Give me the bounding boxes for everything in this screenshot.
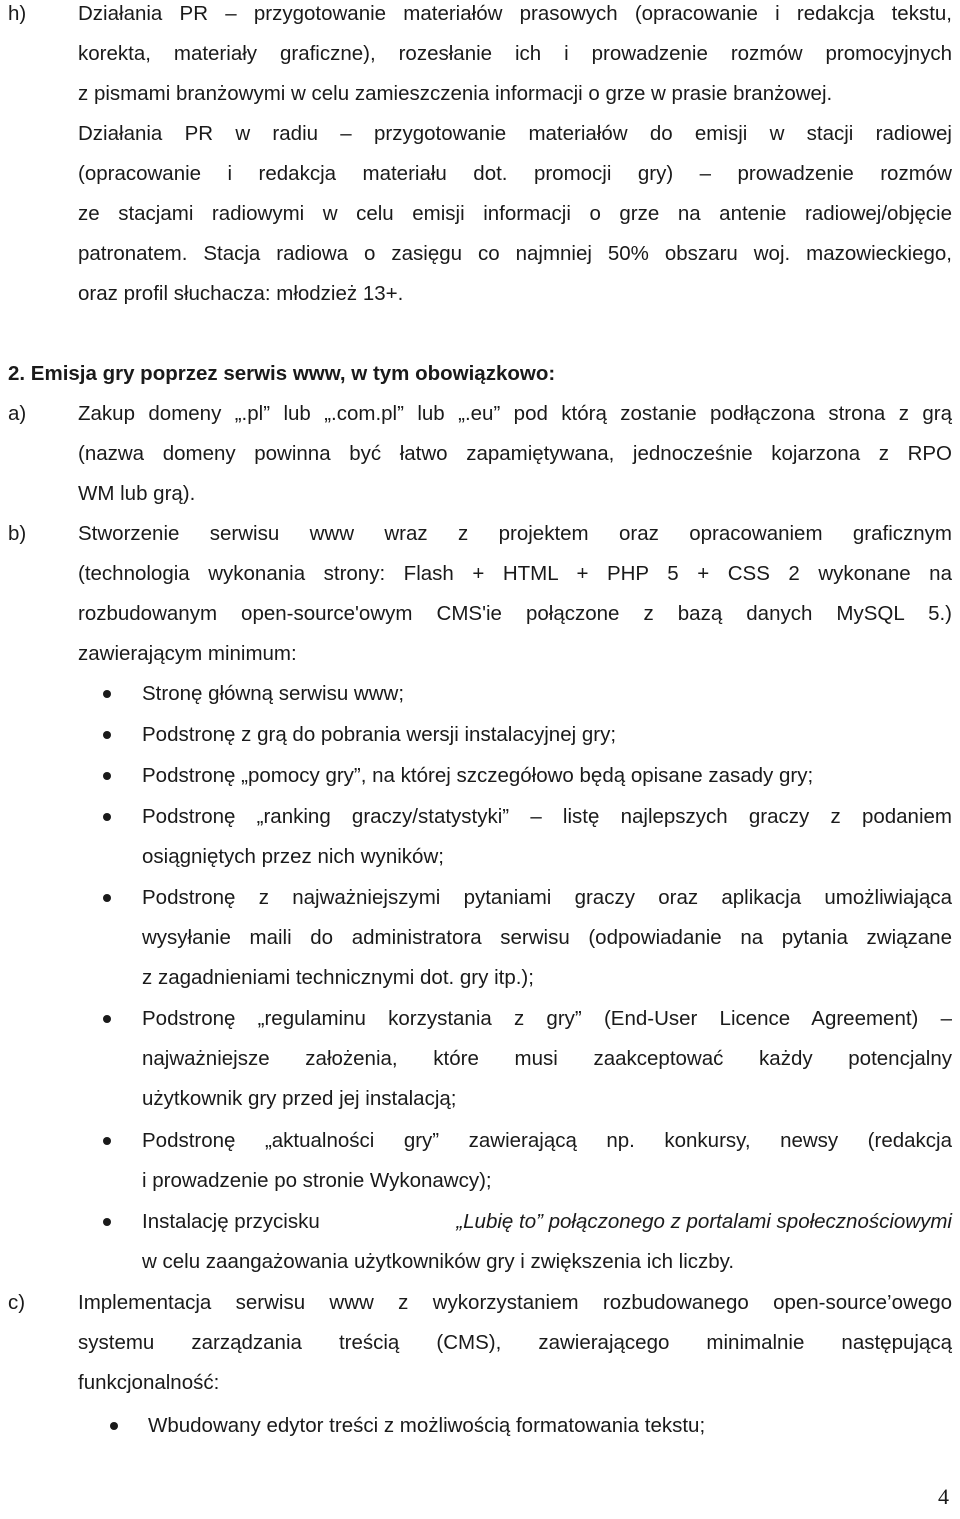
section-h-line-2: korekta, materiały graficzne), rozesłanie ich i prowadzenie rozmów promocyjnych	[78, 42, 952, 65]
item-a-line-1: Zakup domeny „.pl” lub „.com.pl” lub „.eu” pod którą zostanie podłączona strona z grą	[78, 402, 952, 425]
bullet-dot	[103, 772, 111, 780]
bullet-dot	[103, 1015, 111, 1023]
item-c-line-1: Implementacja serwisu www z wykorzystaniem rozbudowanego open-source’owego	[78, 1291, 952, 1314]
section-h-line-6: ze stacjami radiowymi w celu emisji informacji o grze na antenie radiowej/objęcie	[78, 202, 952, 225]
bullet-dot	[103, 1137, 111, 1145]
section-h-line-4: Działania PR w radiu – przygotowanie materiałów do emisji w stacji radiowej	[78, 122, 952, 145]
item-c-line-2: systemu zarządzania treścią (CMS), zawierającego minimalnie następującą	[78, 1331, 952, 1354]
bullet-b8-italic: „Lubię to” połączonego z portalami społecznościowymi	[456, 1210, 952, 1233]
bullet-b1-line-1: Stronę główną serwisu www;	[142, 682, 405, 705]
bullet-b7-line-2: i prowadzenie po stronie Wykonawcy);	[142, 1169, 492, 1192]
bullet-c1-line-1: Wbudowany edytor treści z możliwością formatowania tekstu;	[148, 1414, 706, 1437]
list-marker-c: c)	[8, 1291, 26, 1314]
section-2-heading: 2. Emisja gry poprzez serwis www, w tym obowiązkowo:	[8, 362, 556, 385]
section-h-line-3: z pismami branżowymi w celu zamieszczenia informacji o grze w prasie branżowej.	[78, 82, 833, 105]
bullet-b8-prefix: Instalację przycisku	[142, 1210, 326, 1233]
item-a-line-2: (nazwa domeny powinna być łatwo zapamiętywana, jednocześnie kojarzona z RPO	[78, 442, 952, 465]
list-marker-b: b)	[8, 522, 27, 545]
bullet-dot	[103, 894, 111, 902]
bullet-b5-line-1: Podstronę z najważniejszymi pytaniami graczy oraz aplikacja umożliwiająca	[142, 886, 952, 909]
item-a-line-3: WM lub grą).	[78, 482, 196, 505]
bullet-b8-line-1	[142, 1208, 952, 1236]
bullet-dot	[103, 813, 111, 821]
bullet-b6-line-2: najważniejsze założenia, które musi zaakceptować każdy potencjalny	[142, 1047, 952, 1070]
bullet-dot	[103, 690, 111, 698]
item-c-line-3: funkcjonalność:	[78, 1371, 220, 1394]
bullet-b2-line-1: Podstronę z grą do pobrania wersji instalacyjnej gry;	[142, 723, 617, 746]
list-marker-h: h)	[8, 2, 27, 25]
item-b-line-2: (technologia wykonania strony: Flash + HTML + PHP 5 + CSS 2 wykonane na	[78, 562, 952, 585]
bullet-b4-line-2: osiągniętych przez nich wyników;	[142, 845, 444, 868]
bullet-dot	[110, 1422, 118, 1430]
bullet-b4-line-1: Podstronę „ranking graczy/statystyki” – listę najlepszych graczy z podaniem	[142, 805, 952, 828]
item-b-line-4: zawierającym minimum:	[78, 642, 297, 665]
list-marker-a: a)	[8, 402, 27, 425]
section-h-line-7: patronatem. Stacja radiowa o zasięgu co najmniej 50% obszaru woj. mazowieckiego,	[78, 242, 952, 265]
item-b-line-3: rozbudowanym open-source'owym CMS'ie połączone z bazą danych MySQL 5.)	[78, 602, 952, 625]
bullet-dot	[103, 1218, 111, 1226]
page-number: 4	[938, 1484, 949, 1509]
item-b-line-1: Stworzenie serwisu www wraz z projektem oraz opracowaniem graficznym	[78, 522, 952, 545]
section-h-line-1: Działania PR – przygotowanie materiałów prasowych (opracowanie i redakcja tekstu,	[78, 2, 952, 25]
bullet-b8-line-2: w celu zaangażowania użytkowników gry i zwiększenia ich liczby.	[142, 1250, 735, 1273]
bullet-b5-line-2: wysyłanie maili do administratora serwisu (odpowiadanie na pytania związane	[142, 926, 952, 949]
bullet-b7-line-1: Podstronę „aktualności gry” zawierającą np. konkursy, newsy (redakcja	[142, 1129, 952, 1152]
section-h-line-8: oraz profil słuchacza: młodzież 13+.	[78, 282, 404, 305]
bullet-b6-line-1: Podstronę „regulaminu korzystania z gry” (End-User Licence Agreement) –	[142, 1007, 952, 1030]
bullet-dot	[103, 731, 111, 739]
section-h-line-5: (opracowanie i redakcja materiału dot. promocji gry) – prowadzenie rozmów	[78, 162, 952, 185]
bullet-b3-line-1: Podstronę „pomocy gry”, na której szczegółowo będą opisane zasady gry;	[142, 764, 814, 787]
bullet-b5-line-3: z zagadnieniami technicznymi dot. gry itp.);	[142, 966, 534, 989]
bullet-b6-line-3: użytkownik gry przed jej instalacją;	[142, 1087, 457, 1110]
